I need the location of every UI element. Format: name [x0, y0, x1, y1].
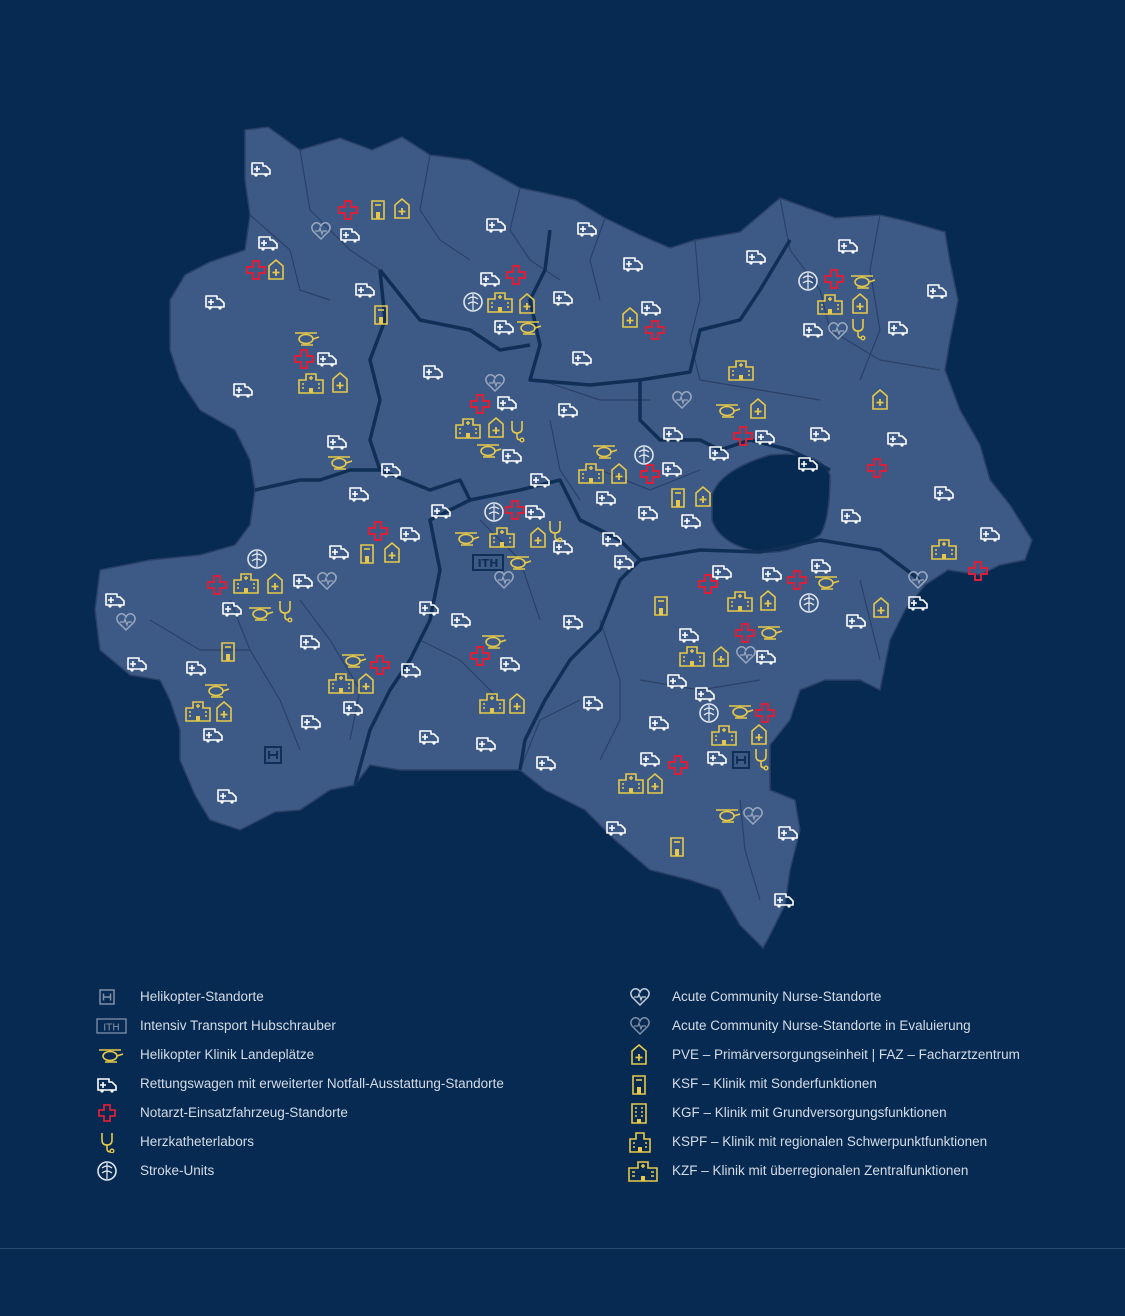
legend-item-red-cross [96, 1098, 566, 1127]
svg-text:ITH: ITH [103, 1022, 120, 1033]
legend-item-nurse [628, 982, 1098, 1011]
kgf-icon [628, 1102, 660, 1124]
legend-item-ambulance [96, 1069, 566, 1098]
ksf-icon [628, 1073, 660, 1095]
kspf-icon [628, 1131, 660, 1153]
stethoscope-icon [96, 1131, 128, 1153]
red-cross-icon [96, 1102, 128, 1124]
legend-label: Helikopter-Standorte [140, 989, 264, 1004]
ith-icon [96, 1015, 128, 1037]
legend-item-nurse-evaluation [628, 1011, 1098, 1040]
legend-item-ith [96, 1011, 566, 1040]
legend-label: KSPF – Klinik mit regionalen Schwerpunktfunktionen [672, 1134, 988, 1149]
legend-label: Herzkatheterlabors [140, 1134, 255, 1149]
nurse-icon [628, 986, 660, 1008]
svg-text:ITH: ITH [477, 557, 499, 570]
helicopter-landing-icon [96, 1044, 128, 1066]
legend-label: Acute Community Nurse-Standorte [672, 989, 882, 1004]
legend-item-kzf [628, 1156, 1098, 1185]
nurse-evaluation-icon [628, 1015, 660, 1037]
helicopter-base-icon [96, 986, 128, 1008]
footer-divider [0, 1248, 1125, 1249]
legend-item-kgf [628, 1098, 1098, 1127]
legend-label: KZF – Klinik mit überregionalen Zentralfunktionen [672, 1163, 969, 1178]
legend-label: Intensiv Transport Hubschrauber [140, 1018, 336, 1033]
legend-item-ksf [628, 1069, 1098, 1098]
legend-item-pve [628, 1040, 1098, 1069]
legend-label: Rettungswagen mit erweiterter Notfall-Ausstattung-Standorte [140, 1076, 504, 1091]
pve-icon [628, 1044, 660, 1066]
legend-left [96, 982, 566, 1185]
state-outline [95, 127, 1032, 948]
legend-label: Helikopter Klinik Landeplätze [140, 1047, 315, 1062]
legend-item-helicopter-landing [96, 1040, 566, 1069]
legend-label: Acute Community Nurse-Standorte in Evaluierung [672, 1018, 971, 1033]
legend-item-stethoscope [96, 1127, 566, 1156]
legend-item-helicopter-base [96, 982, 566, 1011]
ambulance-icon [96, 1073, 128, 1095]
legend-label: Stroke-Units [140, 1163, 215, 1178]
legend-label: KSF – Klinik mit Sonderfunktionen [672, 1076, 877, 1091]
legend-label: PVE – Primärversorgungseinheit | FAZ – Facharztzentrum [672, 1047, 1020, 1062]
legend-item-kspf [628, 1127, 1098, 1156]
kzf-icon [628, 1160, 660, 1182]
legend-right [628, 982, 1098, 1185]
legend-item-stroke-unit [96, 1156, 566, 1185]
legend-label: Notarzt-Einsatzfahrzeug-Standorte [140, 1105, 348, 1120]
stroke-unit-icon [96, 1160, 128, 1182]
legend-label: KGF – Klinik mit Grundversorgungsfunktionen [672, 1105, 947, 1120]
